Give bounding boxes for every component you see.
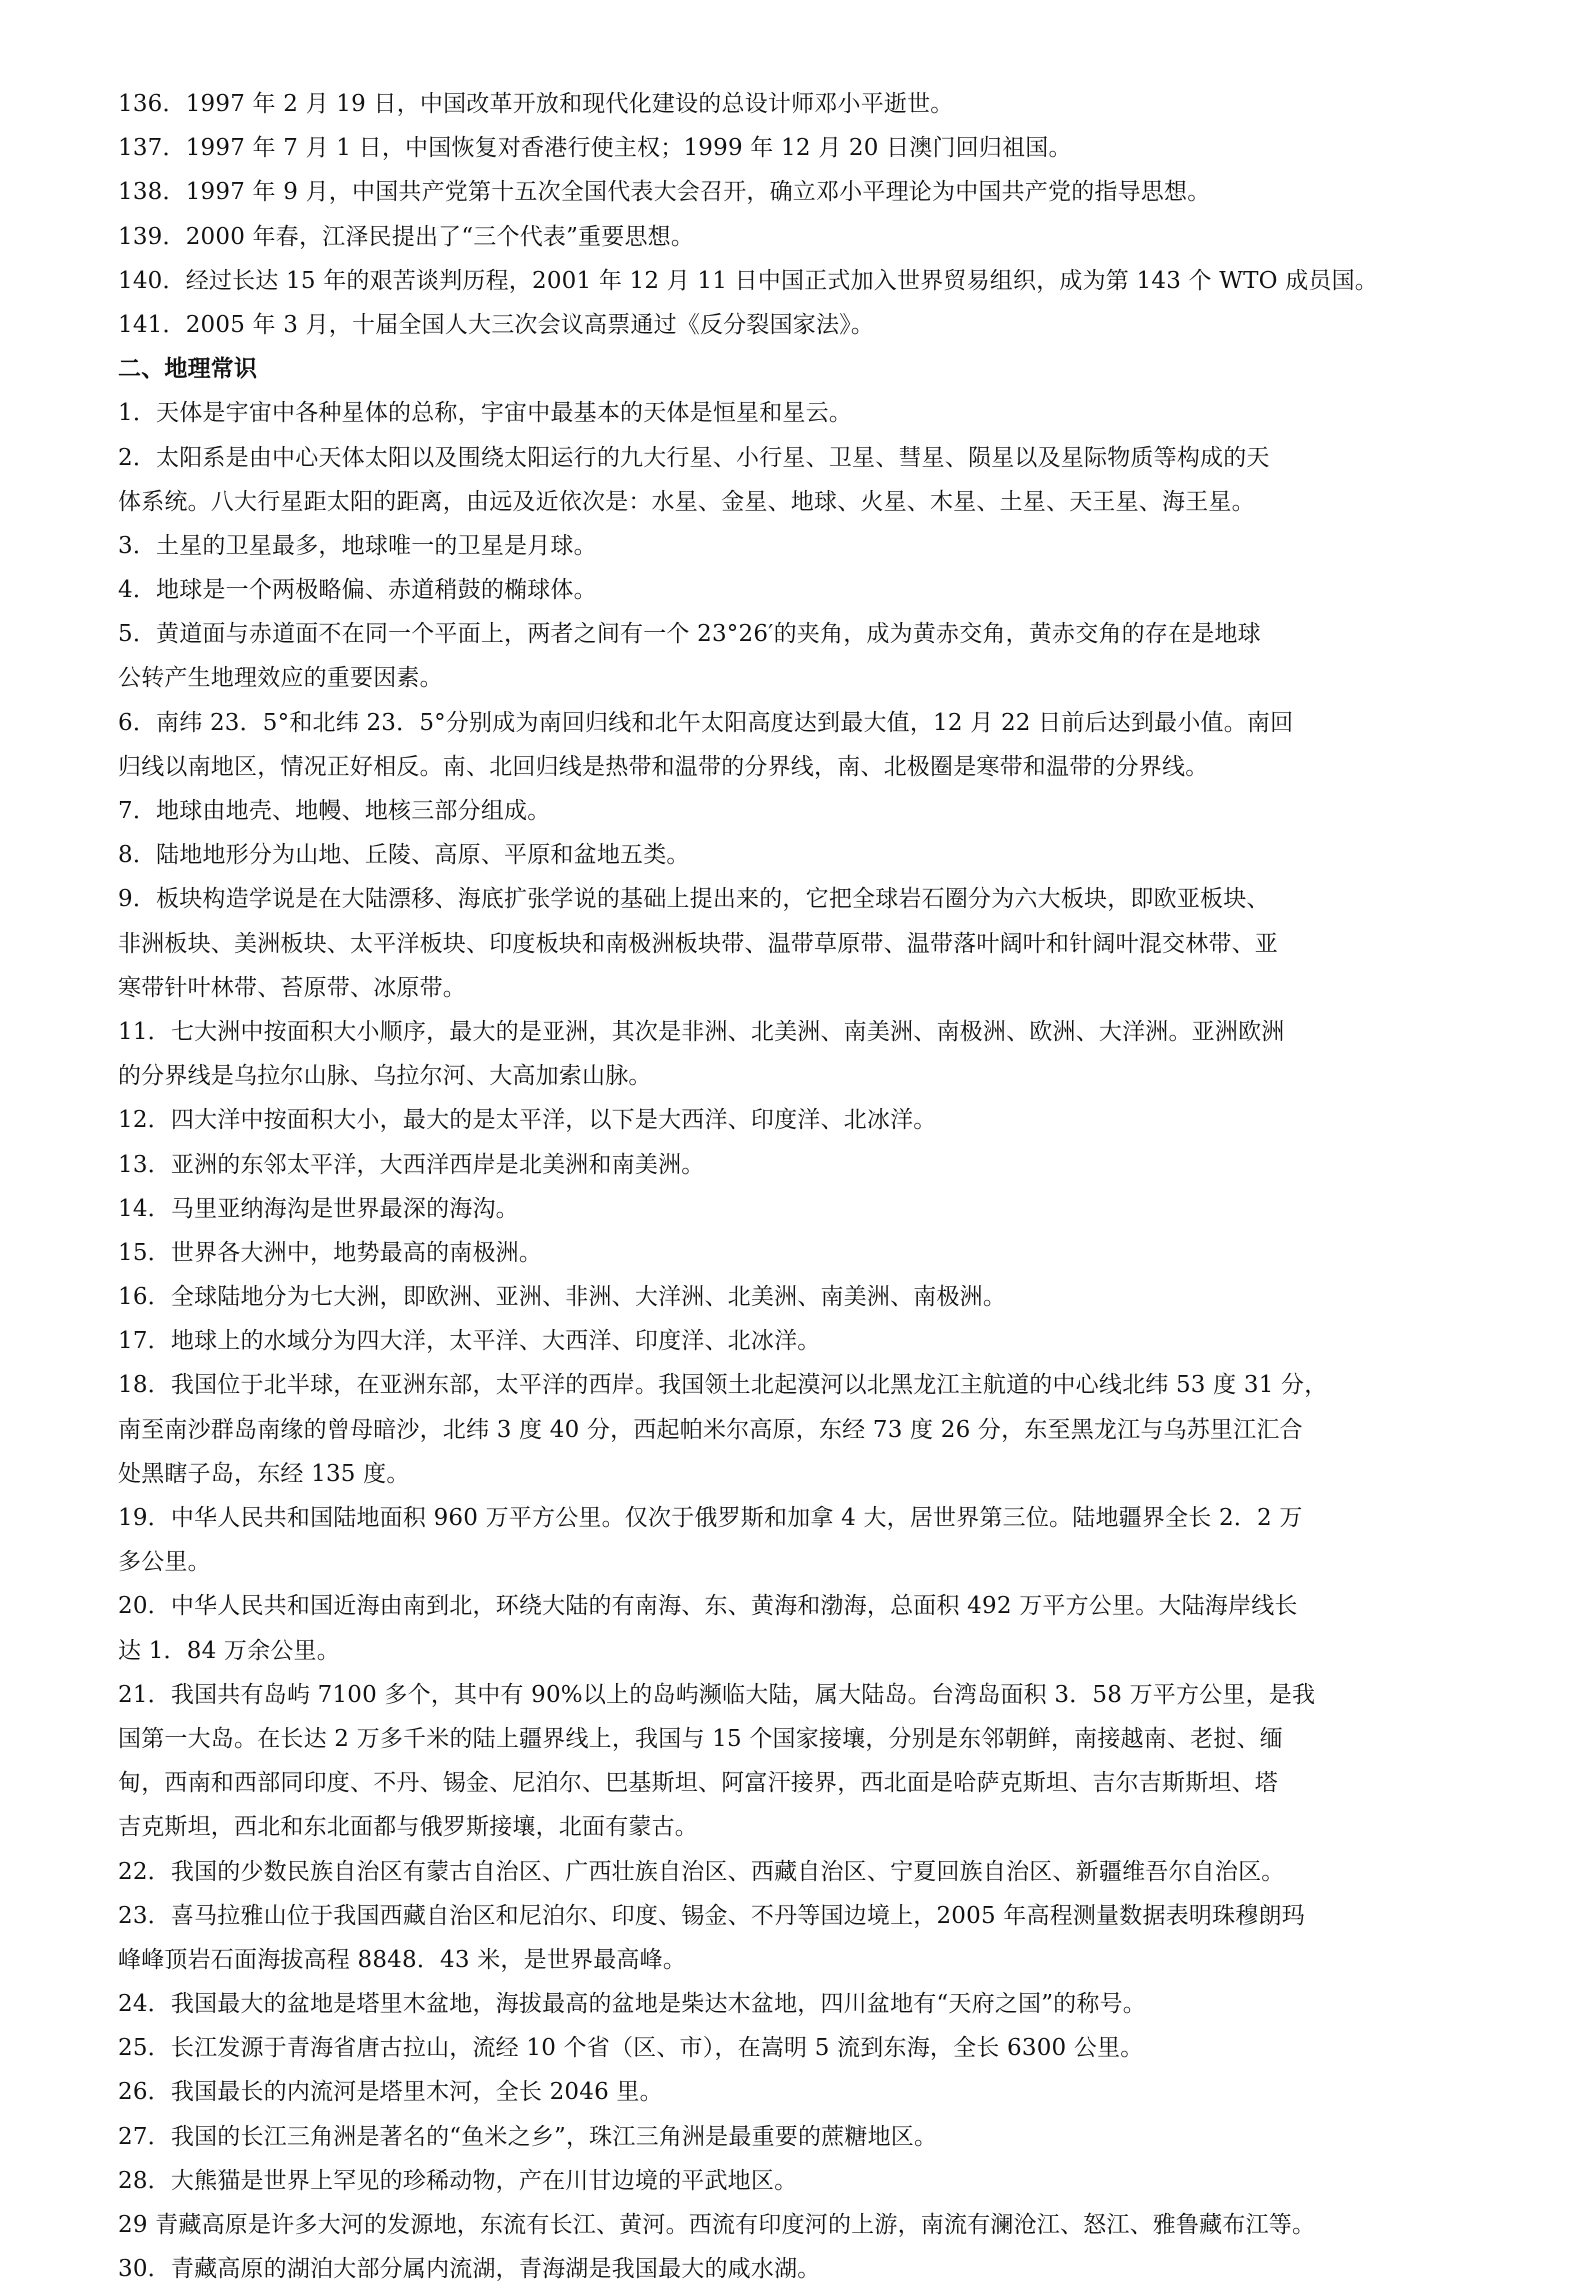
text-line: 归线以南地区，情况正好相反。南、北回归线是热带和温带的分界线，南、北极圈是寒带和温带的分界线。 <box>118 753 1209 780</box>
text-line: 8．陆地地形分为山地、丘陵、高原、平原和盆地五类。 <box>118 842 690 869</box>
text-line: 峰峰顶岩石面海拔高程 8848．43 米，是世界最高峰。 <box>118 1946 687 1973</box>
text-line: 24．我国最大的盆地是塔里木盆地，海拔最高的盆地是柴达木盆地，四川盆地有“天府之国”的称号。 <box>118 1991 1146 2018</box>
text-line: 15．世界各大洲中，地势最高的南极洲。 <box>118 1239 543 1266</box>
text-line: 30．青藏高原的湖泊大部分属内流湖，青海湖是我国最大的咸水湖。 <box>118 2256 821 2283</box>
text-line: 达 1．84 万余公里。 <box>118 1637 340 1664</box>
text-line: 19．中华人民共和国陆地面积 960 万平方公里。仅次于俄罗斯和加拿 4 大，居世界第三位。陆地疆界全长 2．2 万 <box>118 1505 1303 1531</box>
text-line: 多公里。 <box>118 1549 211 1576</box>
text-line: 18．我国位于北半球，在亚洲东部，太平洋的西岸。我国领土北起漠河以北黑龙江主航道的中心线北纬 53 度 31 分， <box>118 1372 1328 1399</box>
text-line: 138．1997 年 9 月，中国共产党第十五次全国代表大会召开，确立邓小平理论为中国共产党的指导思想。 <box>118 179 1211 206</box>
text-line: 12．四大洋中按面积大小，最大的是太平洋，以下是大西洋、印度洋、北冰洋。 <box>118 1107 937 1134</box>
text-line: 28．大熊猫是世界上罕见的珍稀动物，产在川甘边境的平武地区。 <box>118 2167 798 2194</box>
document-page <box>118 82 1508 2291</box>
text-line: 29 青藏高原是许多大河的发源地，东流有长江、黄河。西流有印度河的上游，南流有澜沧江、怒江、雅鲁藏布江等。 <box>118 2212 1316 2238</box>
text-line: 20．中华人民共和国近海由南到北，环绕大陆的有南海、东、黄海和渤海，总面积 492 万平方公里。大陆海岸线长 <box>118 1593 1298 1620</box>
text-line: 1．天体是宇宙中各种星体的总称，宇宙中最基本的天体是恒星和星云。 <box>118 400 853 427</box>
text-line: 吉克斯坦，西北和东北面都与俄罗斯接壤，北面有蒙古。 <box>118 1814 698 1841</box>
text-line: 公转产生地理效应的重要因素。 <box>118 665 443 692</box>
text-line: 9．板块构造学说是在大陆漂移、海底扩张学说的基础上提出来的，它把全球岩石圈分为六大板块，即欧亚板块、 <box>118 886 1270 913</box>
text-line: 23．喜马拉雅山位于我国西藏自治区和尼泊尔、印度、锡金、不丹等国边境上，2005 年高程测量数据表明珠穆朗玛 <box>118 1902 1305 1929</box>
text-line: 14．马里亚纳海沟是世界最深的海沟。 <box>118 1195 519 1222</box>
text-line: 6．南纬 23．5°和北纬 23．5°分别成为南回归线和北午太阳高度达到最大值，12 月 22 日前后达到最小值。南回 <box>118 709 1294 736</box>
text-line: 141．2005 年 3 月，十届全国人大三次会议高票通过《反分裂国家法》。 <box>118 311 875 338</box>
text-line: 国第一大岛。在长达 2 万多千米的陆上疆界线上，我国与 15 个国家接壤，分别是东邻朝鲜，南接越南、老挝、缅 <box>118 1725 1283 1752</box>
text-line: 25．长江发源于青海省唐古拉山，流经 10 个省（区、市），在嵩明 5 流到东海，全长 6300 公里。 <box>118 2035 1144 2062</box>
text-line: 3．土星的卫星最多，地球唯一的卫星是月球。 <box>118 532 597 559</box>
text-line: 26．我国最长的内流河是塔里木河，全长 2046 里。 <box>118 2079 663 2106</box>
text-line: 的分界线是乌拉尔山脉、乌拉尔河、大高加索山脉。 <box>118 1063 652 1090</box>
text-line: 体系统。八大行星距太阳的距离，由远及近依次是：水星、金星、地球、火星、木星、土星、天王星、海王星。 <box>118 488 1255 515</box>
text-line: 21．我国共有岛屿 7100 多个，其中有 90%以上的岛屿濒临大陆，属大陆岛。台湾岛面积 3．58 万平方公里，是我 <box>118 1681 1316 1708</box>
text-line: 17．地球上的水域分为四大洋，太平洋、大西洋、印度洋、北冰洋。 <box>118 1328 821 1355</box>
text-line: 7．地球由地壳、地幔、地核三部分组成。 <box>118 798 551 824</box>
text-line: 寒带针叶林带、苔原带、冰原带。 <box>118 974 466 1001</box>
text-line: 南至南沙群岛南缘的曾母暗沙，北纬 3 度 40 分，西起帕米尔高原，东经 73 度 26 分，东至黑龙江与乌苏里江汇合 <box>118 1416 1303 1443</box>
text-line: 140．经过长达 15 年的艰苦谈判历程，2001 年 12 月 11 日中国正式加入世界贸易组织，成为第 143 个 WTO 成员国。 <box>118 267 1378 294</box>
text-line: 136．1997 年 2 月 19 日，中国改革开放和现代化建设的总设计师邓小平逝世。 <box>118 91 954 117</box>
text-line: 11．七大洲中按面积大小顺序，最大的是亚洲，其次是非洲、北美洲、南美洲、南极洲、欧洲、大洋洲。亚洲欧洲 <box>118 1018 1285 1045</box>
text-line: 27．我国的长江三角洲是著名的“鱼米之乡”，珠江三角洲是最重要的蔗糖地区。 <box>118 2123 938 2150</box>
text-line: 139．2000 年春，江泽民提出了“三个代表”重要思想。 <box>118 223 695 250</box>
text-line: 4．地球是一个两极略偏、赤道稍鼓的椭球体。 <box>118 577 597 604</box>
text-line: 非洲板块、美洲板块、太平洋板块、印度板块和南极洲板块带、温带草原带、温带落叶阔叶和针阔叶混交林带、亚 <box>118 930 1278 957</box>
text-line: 5．黄道面与赤道面不在同一个平面上，两者之间有一个 23°26′的夹角，成为黄赤交角，黄赤交角的存在是地球 <box>118 621 1261 648</box>
text-line: 13．亚洲的东邻太平洋，大西洋西岸是北美洲和南美洲。 <box>118 1151 705 1178</box>
text-line: 137．1997 年 7 月 1 日，中国恢复对香港行使主权；1999 年 12 月 20 日澳门回归祖国。 <box>118 135 1072 162</box>
text-line: 2．太阳系是由中心天体太阳以及围绕太阳运行的九大行星、小行星、卫星、彗星、陨星以及星际物质等构成的天 <box>118 444 1270 471</box>
section-heading: 二、地理常识 <box>118 355 258 383</box>
text-line: 22．我国的少数民族自治区有蒙古自治区、广西壮族自治区、西藏自治区、宁夏回族自治区、新疆维吾尔自治区。 <box>118 1858 1285 1885</box>
text-line: 处黑瞎子岛，东经 135 度。 <box>118 1460 410 1487</box>
text-line: 16．全球陆地分为七大洲，即欧洲、亚洲、非洲、大洋洲、北美洲、南美洲、南极洲。 <box>118 1284 1007 1311</box>
text-line: 甸，西南和西部同印度、不丹、锡金、尼泊尔、巴基斯坦、阿富汗接界，西北面是哈萨克斯坦、吉尔吉斯斯坦、塔 <box>118 1770 1278 1797</box>
